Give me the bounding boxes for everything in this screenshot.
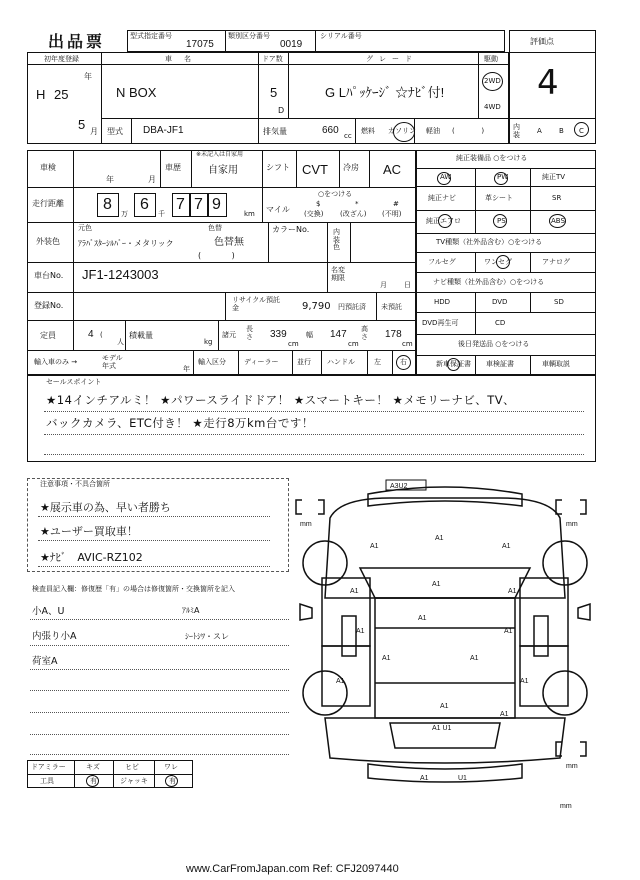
int-grade-c: C <box>579 127 584 135</box>
inspect-1b: ｱﾙﾐA <box>182 606 200 615</box>
equip-title: 純正装備品 ○をつける <box>456 154 528 162</box>
equip-pw: PW <box>497 173 509 181</box>
door-d: D <box>278 106 285 115</box>
unknown-label: (不明) <box>382 210 402 218</box>
import-label: 輸入車のみ → <box>34 358 78 366</box>
mark-11: A1 <box>336 678 345 685</box>
nav-dvd-play: DVD再生可 <box>422 319 459 327</box>
later-shaken: 車検証書 <box>486 360 514 368</box>
color-no-label: 色替 <box>208 224 222 232</box>
first-reg-label: 初年度登録 <box>44 55 79 63</box>
left-label: 左 <box>374 358 381 366</box>
mark-10: A1 <box>504 628 513 635</box>
hgt-cm: cm <box>402 340 413 348</box>
drive-label: 駆動 <box>484 55 498 63</box>
right-label: 右 <box>400 358 407 366</box>
fuel-label: 燃料 <box>361 127 375 135</box>
equip-abs-circle <box>549 214 566 228</box>
mm-3: mm <box>566 763 578 770</box>
mark-18: A1 <box>420 775 429 782</box>
wid-cm: cm <box>348 340 359 348</box>
mark-16: A1 <box>500 711 509 718</box>
hgt-value: 178 <box>385 329 402 340</box>
mileage-digit-1: 8 <box>103 196 112 213</box>
shift-value: CVT <box>302 162 328 177</box>
class-label: 類別区分番号 <box>228 32 270 40</box>
doors-label: ドア数 <box>262 55 283 63</box>
kg-unit: kg <box>204 338 213 346</box>
nav-hdd: HDD <box>434 298 451 306</box>
dealer-label: ディーラー <box>244 358 279 366</box>
fuel-diesel: 軽油 <box>426 127 440 135</box>
name-label: 車名 <box>165 55 203 63</box>
mark-7: A1 <box>508 588 517 595</box>
recycle-paid: 円預託済 <box>338 303 366 311</box>
sales-line-1: ★14インチアルミ！ ★パワースライドドア！ ★スマートキー！ ★メモリーナビ、TV、 <box>46 393 516 407</box>
capacity-label: 定員 <box>40 331 56 340</box>
recycle-unpaid: 未預託 <box>381 303 402 311</box>
color-value: ｱﾗﾊﾞｽﾀｰｼﾙﾊﾞｰ・メタリック <box>78 239 174 248</box>
chassis-label: 車台No. <box>34 271 64 280</box>
header-box <box>127 30 505 52</box>
exch-label: (交換) <box>304 210 324 218</box>
page-title: 出品票 <box>48 32 106 51</box>
shaken-month: 月 <box>148 175 156 184</box>
model-label: 型式 <box>107 127 123 136</box>
altered-text: 改ざん <box>342 210 364 218</box>
mileage-digit-5: 9 <box>212 196 221 213</box>
chassis-value: JF1-1243003 <box>82 267 159 282</box>
missing-jack-circle <box>165 775 178 787</box>
note-item-2: ★ユーザー買取車！ <box>40 525 138 538</box>
mark-5: A1 <box>350 588 359 595</box>
missing-kizu: キズ <box>86 763 100 771</box>
first-reg-era: H <box>36 87 46 102</box>
int-color-label: 内装色 <box>333 228 340 252</box>
shaken-label: 車検 <box>40 163 56 172</box>
grade-label: グレード <box>366 55 418 63</box>
equip-aero-circle <box>438 214 452 228</box>
car-diagram <box>290 468 600 818</box>
mileage-label: 走行距離 <box>32 199 64 208</box>
serial-label: シリアル番号 <box>320 32 362 40</box>
score-value: 4 <box>537 63 559 103</box>
use-value: 自家用 <box>208 165 238 176</box>
tv-title: TV種類（社外品含む）○をつける <box>436 238 543 246</box>
equip-nav: 純正ナビ <box>428 194 456 202</box>
fuel-gas-circle <box>393 122 415 142</box>
later-warranty-circle <box>447 358 460 371</box>
mileage-digit-3: 7 <box>176 196 185 213</box>
color-label: 外装色 <box>36 237 60 246</box>
mark-19: U1 <box>458 775 467 782</box>
missing-jack-have: 有 <box>169 777 176 785</box>
equip-pw-circle <box>494 172 508 185</box>
name-change-label: 名変期限 <box>331 266 345 283</box>
equip-tv: 純正TV <box>542 173 566 181</box>
shift-label: シフト <box>266 163 290 172</box>
drive-4wd: 4WD <box>484 103 501 111</box>
right-circle <box>396 355 411 370</box>
tv-full: フルセグ <box>428 258 456 266</box>
len-cm: cm <box>288 340 299 348</box>
mark-15: A1 <box>440 703 449 710</box>
load-label: 積載量 <box>129 331 153 340</box>
kanji-label: 諸元 <box>222 331 236 339</box>
shaken-year: 年 <box>106 175 114 184</box>
equip-abs: ABS <box>551 217 565 225</box>
later-manual: 車輌取説 <box>542 360 570 368</box>
missing-tools-have: 有 <box>90 777 97 785</box>
fuel-gas: ガソリン <box>388 127 416 135</box>
use-label: 車歴 <box>165 163 181 172</box>
drive-2wd: 2WD <box>484 77 501 85</box>
tv-analog: アナログ <box>542 258 570 266</box>
mark-3: A1 <box>435 535 444 542</box>
nc-day: 日 <box>404 281 411 289</box>
mm-1: mm <box>300 521 312 528</box>
equip-aw-circle <box>437 172 451 185</box>
sales-label: セールスポイント <box>46 378 102 386</box>
missing-tools-circle <box>86 775 99 787</box>
class-value: 0019 <box>280 39 303 50</box>
missing-ware: ワレ <box>164 763 178 771</box>
ac-label: 冷房 <box>343 163 359 172</box>
mark-4: A1 <box>502 543 511 550</box>
model-value: DBA-JF1 <box>143 125 184 136</box>
nav-sd: SD <box>554 298 564 306</box>
mm-4: mm <box>560 803 572 810</box>
first-reg-month: 5 <box>78 117 86 132</box>
fuel-paren: ( ) <box>452 127 485 135</box>
mark-front-bumper: A3U2 <box>390 483 408 490</box>
len-value: 339 <box>270 329 287 340</box>
mile-label: マイル <box>266 205 290 214</box>
nc-month: 月 <box>380 281 387 289</box>
int-grade-c-circle <box>574 122 589 137</box>
tv-one-circle <box>496 255 510 269</box>
inspect-2b: ｼｰﾄｼﾜ・スレ <box>185 632 229 641</box>
hgt-label: 高さ <box>361 325 368 341</box>
mark-17: A1 U1 <box>432 725 452 732</box>
orig-color-label: 元色 <box>78 224 92 232</box>
mileage-km: km <box>244 210 255 218</box>
mark-13: A1 <box>382 655 391 662</box>
ac-value: AC <box>383 162 402 177</box>
year-unit: 年 <box>84 72 92 81</box>
unknown-text: 不明 <box>384 210 399 218</box>
disp-unit: cc <box>344 132 352 140</box>
equip-aw: AW <box>440 173 452 181</box>
inspect-label: 検査員記入欄：修復歴「有」の場合は修復箇所・交換箇所を記入 <box>32 585 235 593</box>
circle-note: ○をつける <box>318 190 353 198</box>
nav-cd: CD <box>495 319 506 327</box>
month-unit: 月 <box>90 127 98 136</box>
mileage-digit-2: 6 <box>140 196 149 213</box>
parallel-label: 並行 <box>297 358 311 366</box>
mileage-man: 万 <box>121 210 128 218</box>
mark-12: A1 <box>520 678 529 685</box>
import-class-label: 輸入区分 <box>198 358 226 366</box>
mark-8: A1 <box>356 628 365 635</box>
equip-ps: PS <box>497 217 506 225</box>
equip-sr: SR <box>552 194 562 202</box>
mark-2: A1 <box>370 543 379 550</box>
len-label: 長さ <box>246 325 253 341</box>
wid-value: 147 <box>330 329 347 340</box>
color-code-label: カラーNo. <box>272 225 310 234</box>
mileage-digit-4: 7 <box>194 196 203 213</box>
tv-one: ワンセグ <box>484 258 512 266</box>
notes-label: 注意事項・不具合箇所 <box>40 480 110 488</box>
use-note: ※未記入は自家用 <box>196 151 244 158</box>
equip-ps-circle <box>493 214 507 228</box>
type-cert-value: 17075 <box>186 39 214 50</box>
reg-label: 登録No. <box>34 301 64 310</box>
grade-value: G Lﾊﾟｯｹｰｼﾞ ☆ﾅﾋﾞ付! <box>325 85 445 100</box>
sales-line-2: バックカメラ、ETC付き！ ★走行8万km台です！ <box>46 416 314 430</box>
footer-ref: www.CarFromJapan.com Ref: CFJ2097440 <box>186 863 399 875</box>
color-change-value: 色替無 <box>214 237 244 248</box>
int-grade-a: A <box>537 127 542 135</box>
note-item-1: ★展示車の為、早い者勝ち <box>40 501 171 514</box>
mark-6: A1 <box>432 581 441 588</box>
later-warranty: 新車保証書 <box>436 360 471 368</box>
model-year-label: モデル年式 <box>102 354 123 371</box>
missing-hibi: ヒビ <box>125 763 139 771</box>
capacity-value: 4 <box>88 329 94 340</box>
disp-value: 660 <box>322 125 339 136</box>
recycle-label: リサイクル預託金 <box>232 296 281 313</box>
note-item-3: ★ﾅﾋﾞ AVIC-RZ102 <box>40 551 143 564</box>
missing-tools: 工具 <box>40 777 54 785</box>
first-reg-year: 25 <box>54 87 69 102</box>
equip-aero: 純正エアロ <box>426 217 461 225</box>
person-unit: 人 <box>117 338 124 346</box>
nav-dvd: DVD <box>492 298 508 306</box>
recycle-value: 9,790 <box>302 301 331 312</box>
score-label: 評価点 <box>530 37 554 46</box>
altered-label: (改ざん) <box>340 210 367 218</box>
mark-14: A1 <box>470 655 479 662</box>
mileage-sen: 千 <box>158 210 165 218</box>
missing-mirror: ドアミラー <box>31 763 66 771</box>
wid-label: 幅 <box>306 331 313 339</box>
disp-label: 排気量 <box>263 127 287 136</box>
int-grade-b: B <box>559 127 564 135</box>
inspect-3a: 荷室A <box>32 656 58 667</box>
int-label: 内装 <box>513 123 520 139</box>
nav-title: ナビ種類（社外品含む）○をつける <box>433 278 545 286</box>
handle-label: ハンドル <box>327 358 355 366</box>
mark-9: A1 <box>418 615 427 622</box>
drive-2wd-circle <box>482 72 503 91</box>
equip-leather: 革シート <box>485 194 513 202</box>
inspect-1a: 小A、U <box>32 606 65 617</box>
doors-value: 5 <box>270 85 278 100</box>
car-name: N BOX <box>116 85 157 100</box>
type-cert-label: 型式指定番号 <box>130 32 172 40</box>
missing-jack: ジャッキ <box>120 777 148 785</box>
nen-unit: 年 <box>183 365 190 373</box>
later-title: 後日発送品 ○をつける <box>458 340 530 348</box>
mm-2: mm <box>566 521 578 528</box>
inspect-2a: 内張り小A <box>32 631 77 642</box>
exch-text: 交換 <box>306 210 321 218</box>
